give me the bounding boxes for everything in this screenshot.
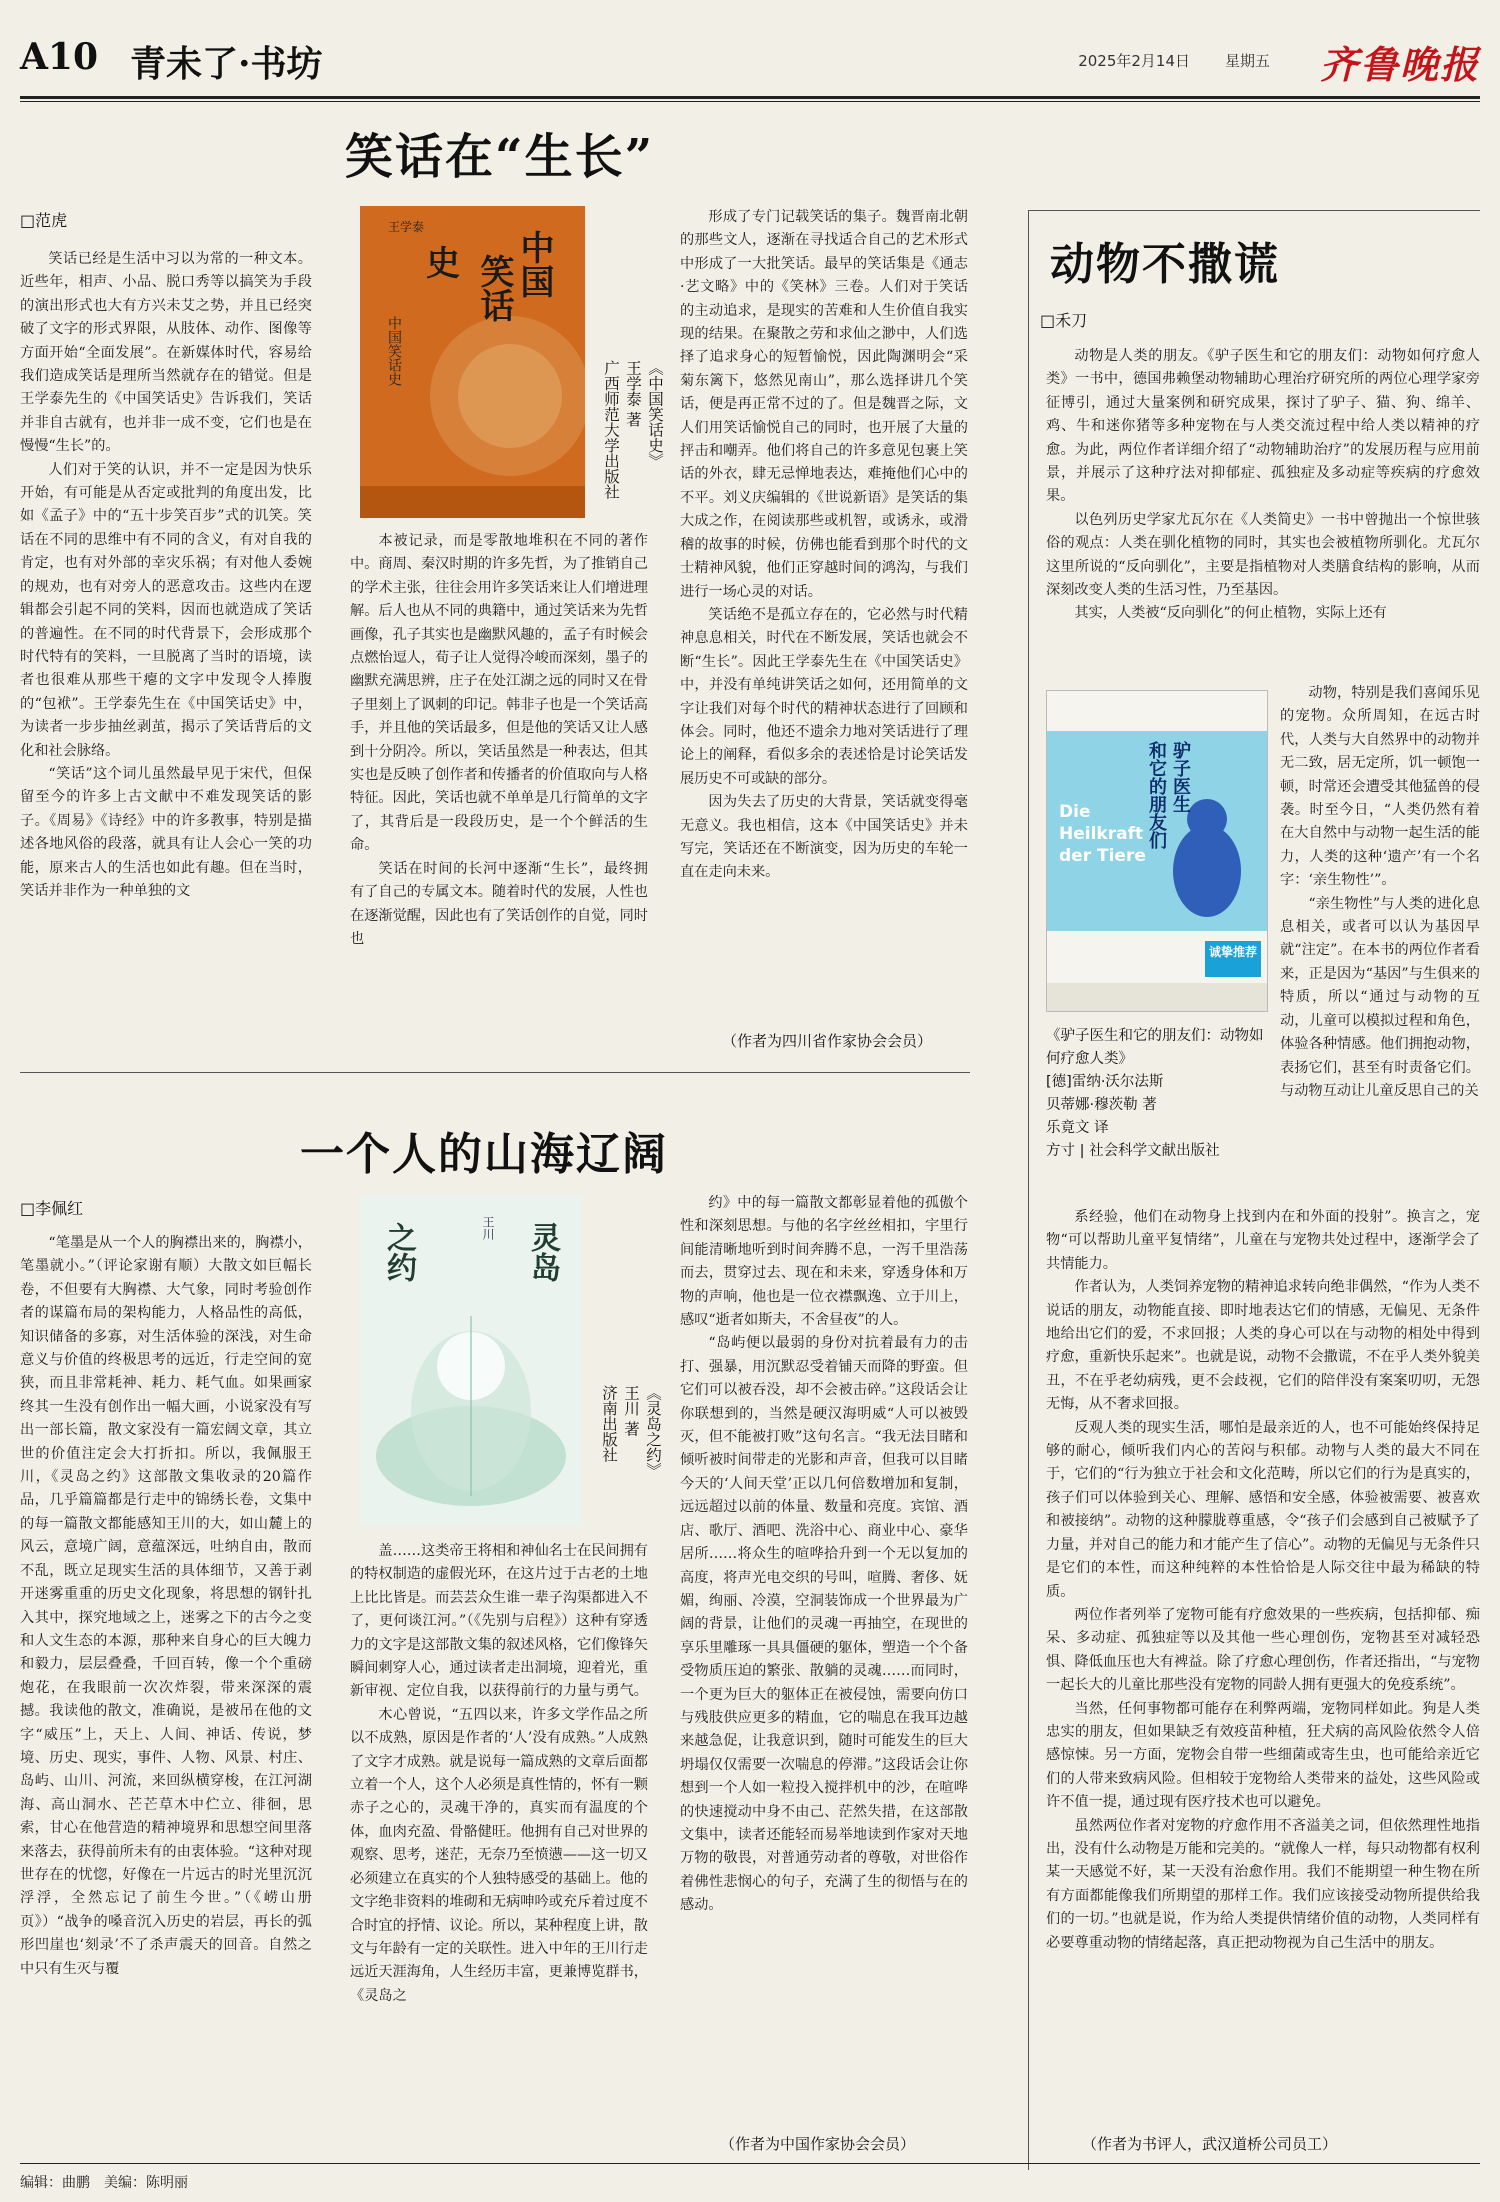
cover-3-badge: 诚挚推荐	[1209, 945, 1258, 959]
article-1-byline: □范虎	[20, 211, 68, 230]
issue-date: 2025年2月14日	[1078, 52, 1190, 70]
cover-title-1: 中国	[514, 230, 554, 298]
paragraph: 动物是人类的朋友。《驴子医生和它的朋友们：动物如何疗愈人类》一书中，德国弗赖堡动物辅助心理治疗研究所的两位心理学家旁征博引，通过大量案例和研究成果，探讨了驴子、猫、狗、绵羊、鸡、牛和迷你猪等多种宠物在与人类交流过程中给人类以精神的疗愈。为此，两位作者详细介绍了“动物辅助治疗”的发展历程与应用前景，并展示了这种疗法对抑郁症、孤独症及多动症等疾病的疗愈效果。	[1046, 348, 1480, 505]
paragraph: 形成了专门记载笑话的集子。魏晋南北朝的那些文人，逐渐在寻找适合自己的艺术形式中形成了一大批笑话。最早的笑话集是《通志·艺文略》中的《笑林》三卷。人们对于笑话的主动追求，是现实的苦难和人生价值自我实现的结果。在聚散之劳和求仙之渺中，人们选择了追求身心的短暂愉悦，因此陶渊明会“采菊东篱下，悠然见南山”，那么选择讲几个笑话，便是再正常不过的了。但是魏晋之际，文人们用笑话愉悦自己的同时，也开展了大量的抨击和嘲弄。他们将自己的许多意见包裹上笑话的外衣，肆无忌惮地表达，难掩他们心中的不平。刘义庆编辑的《世说新语》是笑话的集大成之作，在阅读那些或机智，或诱永，或滑稽的故事的时候，仿佛也能看到那个时代的文士精神风貌，他们正穿越时间的鸿沟，与我们进行一场心灵的对话。	[680, 209, 968, 600]
paragraph: 当然，任何事物都可能存在利弊两端，宠物同样如此。狗是人类忠实的朋友，但如果缺乏有效疫苗种植，狂犬病的高风险依然令人倍感惊悚。另一方面，宠物会自带一些细菌或寄生虫，也可能给亲近它们的人带来致病风险。但相较于宠物给人类带来的益处，这些风险或许不值一提，通过现有医疗技术也可以避免。	[1046, 1700, 1480, 1811]
header-rule-thin	[20, 101, 1480, 102]
article-1-column-2	[350, 530, 648, 1060]
book-caption-1: 《中国笑话史》 王学泰 著 广西师范大学出版社	[602, 360, 664, 500]
masthead-logo: 齐鲁晚报	[1319, 42, 1480, 87]
cover-3-title-1: 驴子医生	[1170, 741, 1191, 813]
paragraph: 本被记录，而是零散地堆积在不同的著作中。商周、秦汉时期的许多先哲，为了推销自己的学术主张，往往会用许多笑话来让人们增进理解。后人也从不同的典籍中，通过笑话来为先哲画像，孔子其实也是幽默风趣的，孟子有时候会点燃怡逗人，荀子让人觉得冷峻而深刻，墨子的幽默充满思辨，庄子在处江湖之远的同时又在骨子里刻上了讽刺的印记。韩非子也是一个笑话高手，并且他的笑话最多，但是他的笑话又让人感到十分阴冷。所以，笑话虽然是一种表达，但其实也是反映了创作者和传播者的价值取向与人格特征。因此，笑话也就不单单是几行简单的文字了，其背后是一段段历史，是一个个鲜活的生命。	[350, 533, 648, 854]
article-1-title: 笑话在“生长”	[345, 129, 655, 185]
article-3-intro	[1046, 345, 1480, 675]
article-2-text-1	[20, 1232, 312, 1981]
article-2-text-2	[350, 1540, 648, 2008]
article-1-column-1	[20, 248, 312, 1058]
cover-title-2: 笑话	[474, 254, 514, 322]
paragraph: “岛屿便以最弱的身份对抗着最有力的击打、强暴，用沉默忍受着铺天而降的野蛮。但它们可以被吞没，却不会被击碎。”这段话会让你联想到的，当然是硬汉海明威“人可以被毁灭，但不能被打败”这句名言。“我无法目睹和倾听被时间带走的光影和声音，但我可以目睹今天的‘人间天堂’正以几何倍数增加和复制，远远超过以前的体量、数量和亮度。宾馆、酒店、歌厅、酒吧、洗浴中心、商业中心、豪华居所……将众生的喧哗拾升到一个无以复加的高度，将声光电交织的号叫，喧腾、奢侈、妩媚，绚丽、冷漠，空洞装饰成一个世界最为广阔的背景，让他们的灵魂一再抽空，在现世的享乐里雕琢一具具僵硬的躯体，塑造一个个备受物质压迫的繁张、散躺的灵魂……而同时，一个更为巨大的躯体正在被侵蚀，需要向仿口与残肢供应更多的精血，它的喘息在我耳边越来越急促，让我意识到，随时可能发生的巨大坍塌仅仅需要一次喘息的停滞。”这段话会让你想到一个人如一粒投入搅拌机中的沙，在喧哗的快速搅动中身不由己、茫然失措，在这部散文集中，读者还能轻而易举地读到作家对天地万物的敬畏，对普通劳动者的尊敬，对世俗作着佛性悲悯心的句子，充满了生的彻悟与在的感动。	[680, 1335, 968, 1914]
paragraph: 盖……这类帝王将相和神仙名士在民间拥有的特权制造的虚假光环，在这片过于古老的土地上比比皆是。而芸芸众生谁一辈子沟渠都进入不了，更何谈江河。”（《先别与启程》）这种有穿透力的文字是这部散文集的叙述风格，它们像锋矢瞬间刺穿人心，通过读者走出洞境，迎着光，重新审视、定位自我，以获得前行的力量与勇气。	[350, 1543, 648, 1700]
section-name: 青未了·书坊	[130, 43, 323, 85]
article-3-byline: □禾刀	[1040, 311, 1088, 330]
cover-3-german: Die Heilkraft der Tiere	[1059, 802, 1146, 866]
issue-weekday: 星期五	[1224, 52, 1270, 70]
paragraph: 木心曾说，“五四以来，许多文学作品之所以不成熟，原因是作者的‘人’没有成熟。”人成熟了文字才成熟。就是说每一篇成熟的文章后面都立着一个人，这个人必须是真性情的，怀有一颗赤子之心的，灵魂干净的，真实而有温度的个体，血肉充盈、骨骼健旺。他拥有自己对世界的观察、思考，迷茫，无奈乃至愤懑——这一切又必须建立在真实的个人独特感受的基础上。他的文字绝非资料的堆砌和无病呻吟或充斥着过度不合时宜的抒情、议论。所以，某种程度上讲，散文与年龄有一定的关联性。进入中年的王川行走远近天涯海角，人生经历丰富，更兼博览群书，《灵岛之	[350, 1706, 648, 2004]
book-caption-3: 《驴子医生和它的朋友们：动物如何疗愈人类》 [德]雷纳·沃尔法斯 贝蒂娜·穆茨勒 著 乐竟文 译 方寸 | 社会科学文献出版社	[1046, 1028, 1264, 1159]
article-2-column-1	[20, 1232, 312, 2164]
cover-2-title-1: 灵岛	[525, 1222, 560, 1282]
paragraph: 系经验，他们在动物身上找到内在和外面的投射”。换言之，宠物“可以帮助儿童平复情绪”，儿童在与宠物共处过程中，逐渐学会了共情能力。	[1046, 1209, 1480, 1272]
right-article-top-rule	[1028, 210, 1480, 211]
page-number: A10	[20, 36, 99, 78]
article-3-author-note: （作者为书评人，武汉道桥公司员工）	[1082, 2135, 1338, 2153]
cover-title-3: 史	[426, 244, 460, 284]
article-1-author-note: （作者为四川省作家协会会员）	[722, 1032, 933, 1050]
article-3-body	[1046, 1206, 1480, 2122]
paragraph: 笑话在时间的长河中逐渐“生长”，最终拥有了自己的专属文本。随着时代的发展，人性也在逐渐觉醒，因此也有了笑话创作的自觉，同时也	[350, 860, 648, 947]
paragraph: “笔墨是从一个人的胸襟出来的，胸襟小，笔墨就小。”（评论家谢有顺）大散文如巨幅长卷，不但要有大胸襟、大气象，同时考验创作者的谋篇布局的架构能力，人格品性的高低，知识储备的多寡，对生活体验的深浅，对生命意义与价值的终极思考的远近，行走空间的宽狭，而且非常耗神、耗力、耗气血。如果画家终其一生没有创作出一幅大画，小说家没有写出一部长篇，散文家没有一篇宏阔文章，其立世的价值注定会大打折扣。所以，我佩服王川，《灵岛之约》这部散文集收录的20篇作品，几乎篇篇都是行走中的锦绣长卷，文集中的每一篇散文都能感知王川的大，如山麓上的风云，意境广阔，意蕴深远，吐纳自由，散而不乱，既立足现实生活的具体细节，又善于剥开迷雾重重的历史文化现象，将思想的钢针扎入其中，探究地域之上，迷雾之下的古今之变和人文生态的本源，那种来自身心的巨大魄力和毅力，层层叠叠，千回百转，像一个个重磅炮花，在我眼前一次次炸裂，带来深深的震撼。我读他的散文，准确说，是被吊在他的文字“威压”上，天上、人间、神话、传说，梦境、历史、现实，事件、人物、风景、村庄、岛屿、山川、河流，来回纵横穿梭，在江河湖海、高山洞水、芒芒草木中伫立、徘徊，思索，甘心在他营造的精神境界和思想空间里落来落去，获得前所未有的由衷体验。“这种对现世存在的忧惚，好像在一片远古的时光里沉沉浮浮，全然忘记了前生今世。”（《崂山册页》）“战争的嗓音沉入历史的岩层，再长的弧形凹崖也‘刻录’不了杀声震天的回音。自然之中只有生灭与覆	[20, 1235, 312, 1977]
paragraph: 其实，人类被“反向驯化”的何止植物，实际上还有	[1074, 605, 1387, 622]
cover-author: 王学泰	[388, 220, 425, 234]
article-2-column-2	[350, 1540, 648, 2166]
paragraph: “亲生物性”与人类的进化息息相关，或者可以认为基因早就“注定”。在本书的两位作者看来，正是因为“基因”与生俱来的特质，所以“通过与动物的互动，儿童可以模拟过程和角色，体验各种情感。他们拥抱动物，表扬它们，甚至有时责备它们。与动物互动让儿童反思自己的关	[1280, 895, 1480, 1099]
book-cover-spirit-island	[360, 1196, 582, 1526]
footer-rule	[20, 2163, 1480, 2164]
paragraph: “笑话”这个词儿虽然最早见于宋代，但保留至今的许多上古文献中不难发现笑话的影子。《周易》《诗经》中的许多教事，特别是描述各地风俗的段落，就具有让人会心一笑的功能，原来古人的生活也如此有趣。但在当时，笑话并非作为一种单独的文	[20, 765, 312, 899]
page-footer-credits: 编辑：曲鹏 美编：陈明丽	[20, 2175, 188, 2191]
article-1-text-1	[20, 248, 312, 903]
paragraph: 作者认为，人类饲养宠物的精神追求转向绝非偶然，“作为人类不说话的朋友，动物能直接、即时地表达它们的情感，无偏见、无条件地给出它们的爱，不求回报；人类的身心可以在与动物的相处中得到疗愈，重新快乐起来”。也就是说，动物不会撒谎，不在乎人类外貌美丑，不在乎老幼病残，更不会歧视，它们的陪伴没有案案叨叨，无怨无悔，从不奢求回报。	[1046, 1279, 1480, 1413]
article-3-text-intro	[1046, 345, 1480, 626]
article-3-text-body	[1046, 1206, 1480, 1955]
book-cover-donkey-doctor	[1046, 690, 1268, 1012]
paragraph: 反观人类的现实生活，哪怕是最亲近的人，也不可能始终保持足够的耐心，倾听我们内心的苦闷与积郁。动物与人类的最大不同在于，它们的“行为独立于社会和文化范畴，所以它们的行为是真实的，孩子们可以体验到关心、理解、感悟和安全感，体验被需要、被喜欢和被接纳”。动物的这种朦胧尊重感，令“孩子们会感到自己被赋予了力量，并对自己的能力和才能产生了信心”。动物的无偏见与无条件只是它们的本性，而这种纯粹的本性恰恰是人际交往中最为稀缺的特质。	[1046, 1419, 1480, 1600]
article-3-text-side	[1280, 682, 1480, 1103]
article-2-text-3	[680, 1192, 968, 1918]
paragraph: 笑话已经是生活中习以为常的一种文本。近些年，相声、小品、脱口秀等以搞笑为手段的演出形式也大有方兴未艾之势，并且已经突破了文字的形式界限，从肢体、动作、图像等方面开始“全面发展”。在新媒体时代，容易给我们造成笑话是理所当然就存在的错觉。但是王学泰先生的《中国笑话史》告诉我们，笑话并非自古就有，也并非一成不变，它们也是在慢慢“生长”的。	[20, 251, 312, 455]
article-2-column-3	[680, 1192, 968, 2124]
article-1-text-3	[680, 206, 968, 885]
paragraph: 动物，特别是我们喜闻乐见的宠物。众所周知，在远古时代，人类与大自然界中的动物并无二致，居无定所，饥一顿饱一顿，时常还会遭受其他猛兽的侵袭。时至今日，“人类仍然有着在大自然中与动物一起生活的能力，人类的这种‘遗产’有一个名字：‘亲生物性’”。	[1280, 685, 1480, 889]
article-1-text-2	[350, 530, 648, 951]
paragraph: 因为失去了历史的大背景，笑话就变得毫无意义。我也相信，这本《中国笑话史》并未写完，笑话还在不断演变，因为历史的车轮一直在走向未来。	[680, 794, 968, 881]
article-2-author-note: （作者为中国作家协会会员）	[720, 2135, 916, 2153]
cover-3-title-2: 和它的朋友们	[1146, 741, 1167, 849]
cover-2-title-2: 之约	[381, 1222, 416, 1282]
article-1-column-3	[680, 206, 968, 1022]
cover-2-author: 王川	[481, 1216, 495, 1240]
article-3-title: 动物不撒谎	[1050, 239, 1280, 290]
book-cover-joke-history	[360, 206, 585, 518]
paragraph: 以色列历史学家尤瓦尔在《人类简史》一书中曾抛出一个惊世骇俗的观点：人类在驯化植物的同时，其实也会被植物所驯化。尤瓦尔这里所说的“反向驯化”，主要是指植物对人类膳食结构的影响，从而深刻改变人类的生活习性，乃至基因。	[1046, 511, 1480, 599]
paragraph: 人们对于笑的认识，并不一定是因为快乐开始，有可能是从否定或批判的角度出发，比如《孟子》中的“五十步笑百步”式的讥笑。笑话在不同的思维中有不同的含义，有对自我的肯定，也有对外部的幸灾乐祸；有对他人委婉的规劝，也有对旁人的恶意攻击。这些内在逻辑都会引起不同的笑料，因而也就造成了笑话的普遍性。在不同的时代背景下，会形成那个时代特有的笑料，一旦脱离了当时的语境，读者也很难从那些干瘪的文字中发现令人捧腹的“包袱”。王学泰先生在《中国笑话史》中，为读者一步步抽丝剥茧，揭示了笑话背后的文化和社会脉络。	[20, 461, 312, 759]
column-divider	[1028, 210, 1029, 2170]
page-header	[20, 28, 1480, 94]
article-3-side-column	[1280, 682, 1480, 1202]
article-2-title: 一个人的山海辽阔	[300, 1129, 668, 1180]
paragraph: 两位作者列举了宠物可能有疗愈效果的一些疾病，包括抑郁、痴呆、多动症、孤独症等以及其他一些心理创伤，宠物甚至对减轻恐惧、降低血压也大有裨益。除了疗愈心理创伤，作者还指出，“与宠物一起长大的儿童比那些没有宠物的同龄人拥有更强大的免疫系统”。	[1046, 1606, 1480, 1694]
paragraph: 约》中的每一篇散文都彰显着他的孤傲个性和深刻思想。与他的名字丝丝相扣，宇里行间能清晰地听到时间奔腾不息，一泻千里浩荡而去，贯穿过去、现在和未来，穿透身体和万物的声响，他也是一位衣襟飘逸、立于川上，感叹“逝者如斯夫，不舍昼夜”的人。	[680, 1195, 968, 1329]
paragraph: 笑话绝不是孤立存在的，它必然与时代精神息息相关，时代在不断发展，笑话也就会不断“生长”。因此王学泰先生在《中国笑话史》中，并没有单纯讲笑话之如何，还用简单的文字让我们对每个时代的精神状态进行了回顾和体会。同时，他还不遗余力地对笑话进行了理论上的阐释，看似多余的表述恰是讨论笑话发展历史不可或缺的部分。	[680, 606, 968, 787]
article-2-byline: □李佩红	[20, 1199, 84, 1218]
cover-subtitle: 中国笑话史	[386, 316, 402, 386]
paragraph: 虽然两位作者对宠物的疗愈作用不吝溢美之词，但依然理性地指出，没有什么动物是万能和完美的。“就像人一样，每只动物都有权利某一天感觉不好，某一天没有治愈作用。我们不能期望一种生物在所有方面都能像我们所期望的那样工作。我们应该接受动物所提供给我们的一切。”也就是说，作为给人类提供情绪价值的动物，人类同样有必要尊重动物的情绪起落，真正把动物视为自己生活中的朋友。	[1046, 1817, 1480, 1951]
book-caption-2: 《灵岛之约》 王川 著 济南出版社	[600, 1385, 662, 1478]
article-separator	[20, 1072, 970, 1073]
header-rule	[20, 96, 1480, 99]
